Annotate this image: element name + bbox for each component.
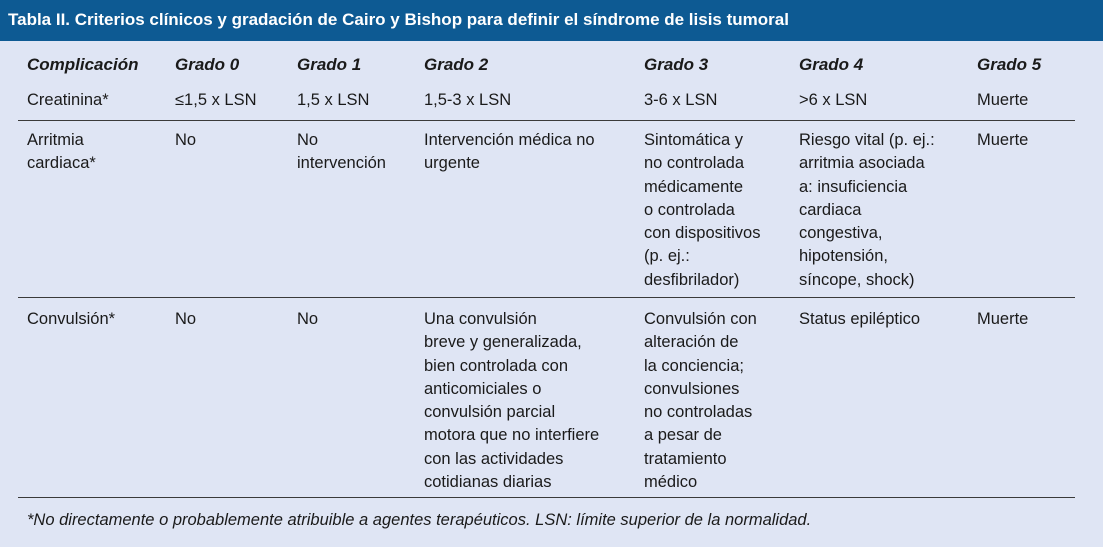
- cell-line: urgente: [424, 154, 480, 173]
- cell-line: tratamiento: [644, 449, 727, 468]
- cell-line: cotidianas diarias: [424, 473, 552, 492]
- cell-grado-4: >6 x LSN: [799, 91, 868, 109]
- table-row-convulsion: [18, 308, 1075, 494]
- cell-line: No: [297, 131, 319, 149]
- cell-grado-2: 1,5-3 x LSN: [424, 91, 512, 109]
- cell-line: congestiva,: [799, 224, 883, 243]
- cell-line: médico: [644, 473, 698, 492]
- row-divider: [18, 120, 1075, 121]
- cell-grado-4: Status epiléptico: [799, 310, 921, 328]
- header-complicacion: Complicación: [27, 55, 139, 74]
- cell-line: Intervención médica no: [424, 131, 595, 149]
- cell-grado-0: No: [175, 310, 197, 328]
- cell-grado-5: Muerte: [977, 131, 1029, 149]
- cell-line: arritmia asociada: [799, 154, 925, 173]
- cell-line: a pesar de: [644, 426, 722, 445]
- table-row-arritmia: [18, 129, 1075, 289]
- header-grado-0: Grado 0: [175, 55, 240, 74]
- header-grado-3: Grado 3: [644, 55, 709, 74]
- cell-grado-3: [644, 308, 792, 494]
- cell-grado-3: 3-6 x LSN: [644, 91, 718, 109]
- cell-line: (p. ej.:: [644, 247, 690, 266]
- cell-line: a: insuficiencia: [799, 177, 908, 196]
- table-header-row: [18, 53, 1075, 79]
- cell-grado-5: Muerte: [977, 91, 1029, 109]
- cell-line: con dispositivos: [644, 224, 761, 243]
- cell-line: Convulsión con: [644, 310, 757, 328]
- cell-line: la conciencia;: [644, 356, 744, 375]
- table-footnote: *No directamente o probablemente atribuible a agentes terapéuticos. LSN: límite superior de la normalidad.: [27, 511, 812, 529]
- cell-line: desfibrilador): [644, 270, 740, 289]
- cell-line: o controlada: [644, 200, 735, 219]
- cell-line: con las actividades: [424, 449, 564, 468]
- row-divider: [18, 497, 1075, 498]
- cell-line: cardiaca*: [27, 154, 96, 173]
- cell-complicacion: Creatinina*: [27, 91, 109, 109]
- cell-grado-0: ≤1,5 x LSN: [175, 91, 257, 109]
- cell-line: motora que no interfiere: [424, 426, 600, 445]
- cell-line: convulsión parcial: [424, 403, 556, 422]
- header-grado-4: Grado 4: [799, 55, 864, 74]
- cell-line: breve y generalizada,: [424, 333, 582, 352]
- cell-line: síncope, shock): [799, 270, 915, 289]
- cell-line: Riesgo vital (p. ej.:: [799, 131, 935, 149]
- cell-complicacion: Convulsión*: [27, 310, 116, 328]
- cell-line: Arritmia: [27, 131, 84, 149]
- cell-line: convulsiones: [644, 379, 740, 398]
- cell-grado-1: No: [297, 310, 319, 328]
- table-row-creatinina: [18, 89, 1075, 117]
- cell-line: no controlada: [644, 154, 744, 173]
- cell-line: bien controlada con: [424, 356, 569, 375]
- cell-line: hipotensión,: [799, 247, 888, 266]
- cell-grado-0: No: [175, 131, 197, 149]
- cell-line: no controladas: [644, 403, 753, 422]
- cell-grado-4: [799, 129, 969, 292]
- cell-grado-2: [424, 129, 636, 176]
- cell-line: alteración de: [644, 333, 739, 352]
- header-grado-5: Grado 5: [977, 55, 1042, 74]
- cell-line: anticomiciales o: [424, 379, 542, 398]
- cell-line: Sintomática y: [644, 131, 744, 149]
- table-title: Tabla II. Criterios clínicos y gradación de Cairo y Bishop para definir el síndrome de lisis tumoral: [0, 0, 1103, 41]
- cell-grado-1: [297, 129, 417, 176]
- cell-grado-5: Muerte: [977, 310, 1029, 328]
- row-divider: [18, 297, 1075, 298]
- cell-complicacion: [27, 129, 167, 176]
- cell-line: cardiaca: [799, 200, 862, 219]
- cell-grado-1: 1,5 x LSN: [297, 91, 370, 109]
- cell-grado-2: [424, 308, 636, 494]
- header-grado-2: Grado 2: [424, 55, 489, 74]
- header-grado-1: Grado 1: [297, 55, 362, 74]
- cell-grado-3: [644, 129, 792, 292]
- cell-line: médicamente: [644, 177, 744, 196]
- cell-line: Una convulsión: [424, 310, 537, 328]
- cell-line: intervención: [297, 154, 386, 173]
